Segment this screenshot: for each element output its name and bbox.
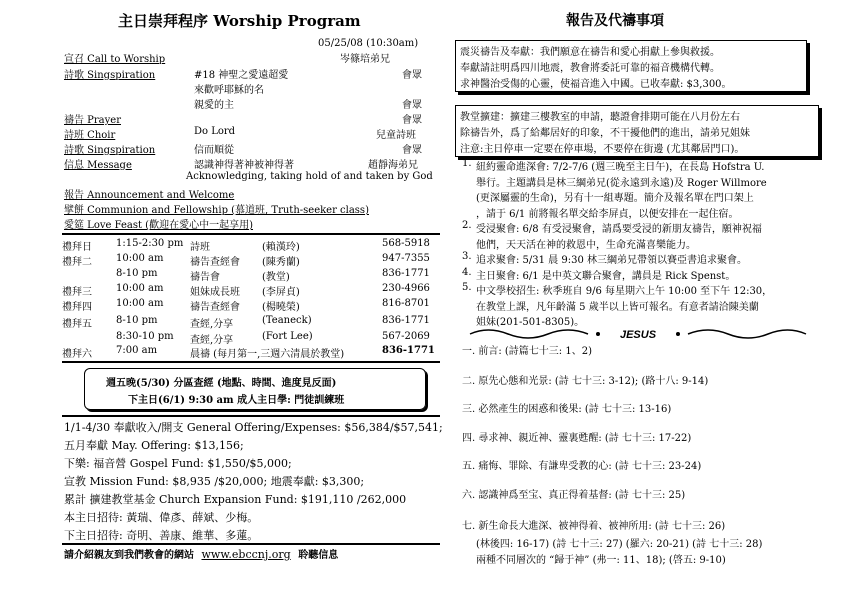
schedule-day: 禮拜五 [62, 319, 92, 330]
finance-line: 本主日招待: 黃瑞、偉彥、薛斌、少梅。 [64, 511, 259, 524]
schedule-event: 禱告查經會 [190, 302, 240, 313]
schedule-time: 8-10 pm [116, 315, 158, 326]
order-tail-item: 愛筵 Love Feast (歡迎在愛心中一起享用) [64, 220, 253, 231]
order-person: 會眾 [402, 115, 422, 126]
divider [62, 415, 440, 417]
order-detail: 信而順從 [194, 145, 234, 156]
notice-line: 下主日(6/1) 9:30 am 成人主日學: 門徒訓練班 [128, 395, 345, 406]
order-detail: 認識神得著神被神得著 [194, 160, 294, 171]
website-note-text: 請介紹親友到我們教會的網站 [64, 550, 194, 561]
schedule-time: 10:00 am [116, 253, 164, 264]
schedule-who: (賴漢玲) [262, 242, 300, 253]
website-note [64, 546, 338, 561]
expansion-line: 除禱告外，爲了給鄰居好的印象，不干擾他們的進出，請弟兄姐妹 [460, 128, 750, 139]
earthquake-line: 奉獻請註明爲四川地震，教會將委託可靠的福音機構代轉。 [460, 63, 720, 74]
order-person: 會眾 [402, 70, 422, 81]
order-tail-item: 擘餅 Communion and Fellowship (慕道班, Truth-seeker class) [64, 205, 369, 216]
order-detail: 親愛的主 [194, 100, 234, 111]
announcements-title: 報告及代禱事項 [566, 13, 664, 29]
schedule-day: 禮拜三 [62, 287, 92, 298]
banner-text: JESUS [619, 329, 657, 341]
order-detail: 來歡呼耶穌的名 [194, 85, 264, 96]
worship-title: 主日崇拜程序 Worship Program [118, 12, 361, 30]
earthquake-line: 震災禱告及奉獻：我們願意在禱告和愛心捐獻上參與救援。 [460, 47, 720, 58]
schedule-event: 查經,分享 [190, 319, 234, 330]
order-label: 詩班 Choir [64, 130, 116, 141]
schedule-event: 詩班 [190, 242, 210, 253]
jesus-banner [468, 322, 808, 344]
order-person: 岑篠培弟兄 [340, 54, 390, 65]
schedule-phone: 567-2069 [382, 331, 430, 342]
item-line: 他們，天天活在神的救恩中，生命充滿喜樂能力。 [476, 239, 696, 251]
schedule-event: 禱告會 [190, 272, 220, 283]
sermon-point: 二. 原先心態和光景: (詩 七十三: 3-12); (路十八: 9-14) [462, 376, 709, 387]
divider [62, 361, 440, 363]
website-note-tail: 聆聽信息 [298, 550, 339, 561]
schedule-who: (Fort Lee) [262, 331, 313, 342]
order-label: 信息 Message [64, 160, 132, 171]
notice-line: 週五晚(5/30) 分區查經 (地點、時間、進度見反面) [106, 378, 337, 389]
schedule-event: 查經,分享 [190, 335, 234, 346]
sermon-point: 一. 前言: (詩篇七十三: 1、2) [462, 346, 592, 357]
website-link[interactable]: www.ebccnj.org [201, 548, 291, 561]
expansion-line: 注意:主日停車一定要在停車場，不要停在街邊 (尤其鄰居門口)。 [460, 144, 745, 155]
order-person: 兒童詩班 [376, 130, 416, 141]
order-label: 詩歌 Singspiration [64, 145, 156, 156]
item-number: 1. [462, 158, 472, 169]
schedule-phone: 230-4966 [382, 283, 430, 294]
schedule-who: (陳秀蘭) [262, 257, 300, 268]
schedule-phone: 836-1771 [382, 345, 435, 356]
item-line: 姐妹(201-501-8305)。 [476, 317, 585, 328]
schedule-time: 1:15-2:30 pm [116, 238, 184, 249]
schedule-who: (李屏貞) [262, 287, 300, 298]
order-label: 宣召 Call to Worship [64, 54, 166, 65]
finance-line: 下樂: 福音營 Gospel Fund: $1,550/$5,000; [64, 457, 292, 470]
item-headline: 中文學校招生: 秋季班自 9/6 每星期六上午 10:00 至下午 12:30， [476, 286, 773, 297]
finance-line: 宣教 Mission Fund: $8,935 /$20,000; 地震奉獻: $3,300; [64, 475, 365, 488]
item-number: 3. [462, 251, 472, 262]
item-headline: 受浸聚會: 6/8 有受浸聚會，請爲要受浸的新朋友禱告，願神祝福 [476, 224, 762, 235]
order-tail-item: 報告 Announcement and Welcome [64, 190, 235, 201]
schedule-day: 禮拜四 [62, 302, 92, 313]
sermon-point: 七. 新生命長大進深、被神得着、被神所用: (詩 七十三: 26) [462, 521, 726, 532]
order-person: 會眾 [402, 145, 422, 156]
schedule-phone: 836-1771 [382, 315, 430, 326]
schedule-day: 禮拜六 [62, 349, 92, 360]
sermon-tail-line: (林後四: 16-17) (詩 七十三: 27) (羅六: 20-21) (詩 七十三: 28) [476, 539, 763, 550]
schedule-who: (楊曉榮) [262, 302, 300, 313]
item-line: (更深屬靈的生命)，另有十一組專題。簡介及報名單在門口架上 [476, 193, 754, 204]
service-date: 05/25/08 (10:30am) [318, 38, 419, 49]
order-label: 詩歌 Singspiration [64, 70, 156, 81]
finance-line: 下主日招待: 奇明、善康、維華、多蓮。 [64, 529, 259, 542]
finance-line: 五月奉獻 May. Offering: $13,156; [64, 439, 244, 452]
expansion-line: 教堂擴建：擴建三樓教室的申請，聽證會排期可能在八月份左右 [460, 112, 740, 123]
finance-line: 累計 擴建教堂基金 Church Expansion Fund: $191,110 /262,000 [64, 493, 407, 506]
order-person: 會眾 [402, 100, 422, 111]
item-line: ，請于 6/1 前將報名單交給李屏貞，以便安排在一起住宿。 [476, 208, 739, 220]
sermon-point: 五. 痛悔、罪除、有謙卑受教的心: (詩 七十三: 23-24) [462, 461, 702, 472]
schedule-day: 禮拜二 [62, 257, 92, 268]
item-number: 5. [462, 282, 472, 293]
divider [62, 543, 440, 545]
message-subtitle: Acknowledging, taking hold of and taken by God [186, 171, 433, 182]
schedule-day: 禮拜日 [62, 242, 92, 253]
sermon-point: 三. 必然產生的困惑和後果: (詩 七十三: 13-16) [462, 404, 672, 415]
order-detail: #18 神聖之愛遠超愛 [194, 70, 289, 81]
divider [62, 233, 440, 235]
item-line: 舉行。主題講員是林三綱弟兄(從永遠到永遠)及 Roger Willmore [476, 177, 767, 189]
schedule-time: 10:00 am [116, 283, 164, 294]
sermon-point: 六. 認識神爲至宝、真正得着基督: (詩 七十三: 25) [462, 490, 686, 501]
item-headline: 追求聚會: 5/31 晨 9:30 林三綱弟兄帶領以賽亞書追求聚會。 [476, 255, 747, 266]
schedule-time: 8:30-10 pm [116, 331, 174, 342]
item-line: 在教堂上課，凡年齡滿 5 歲半以上皆可報名。有意者請洽陳美蘭 [476, 301, 759, 313]
schedule-phone: 836-1771 [382, 268, 430, 279]
schedule-event: 姐妹成長班 [190, 287, 240, 298]
order-detail: Do Lord [194, 126, 236, 137]
schedule-phone: 816-8701 [382, 298, 430, 309]
order-label: 禱告 Prayer [64, 115, 121, 126]
schedule-phone: 947-7355 [382, 253, 430, 264]
item-number: 2. [462, 220, 472, 231]
schedule-who: (Teaneck) [262, 315, 312, 326]
schedule-phone: 568-5918 [382, 238, 430, 249]
item-headline: 主日聚會: 6/1 是中英文聯合聚會，講員是 Rick Spenst。 [476, 270, 736, 282]
schedule-event: 禱告查經會 [190, 257, 240, 268]
item-headline: 紐約靈命進深會: 7/2-7/6 (週三晚至主日午)，在長島 Hofstra U. [476, 162, 765, 173]
sermon-tail-line: 兩種不同層次的 “歸于神” (弗一: 11、18); (啓五: 9-10) [476, 555, 726, 566]
schedule-time: 10:00 am [116, 298, 164, 309]
sermon-point: 四. 尋求神、親近神、靈裏甦醒: (詩 七十三: 17-22) [462, 433, 692, 444]
order-person: 趙靜海弟兄 [368, 160, 418, 171]
schedule-time: 8-10 pm [116, 268, 158, 279]
finance-line: 1/1-4/30 奉獻收入/開支 General Offering/Expenses: $56,384/$57,541; [64, 421, 443, 434]
item-number: 4. [462, 266, 472, 278]
earthquake-line: 求神醫治受傷的心靈，使福音進入中國。已收奉獻: $3,300。 [460, 79, 732, 90]
schedule-event: 晨禱 (每月第一,三週六清晨於教堂) [190, 349, 345, 360]
schedule-who: (教堂) [262, 272, 290, 283]
schedule-time: 7:00 am [116, 345, 158, 356]
